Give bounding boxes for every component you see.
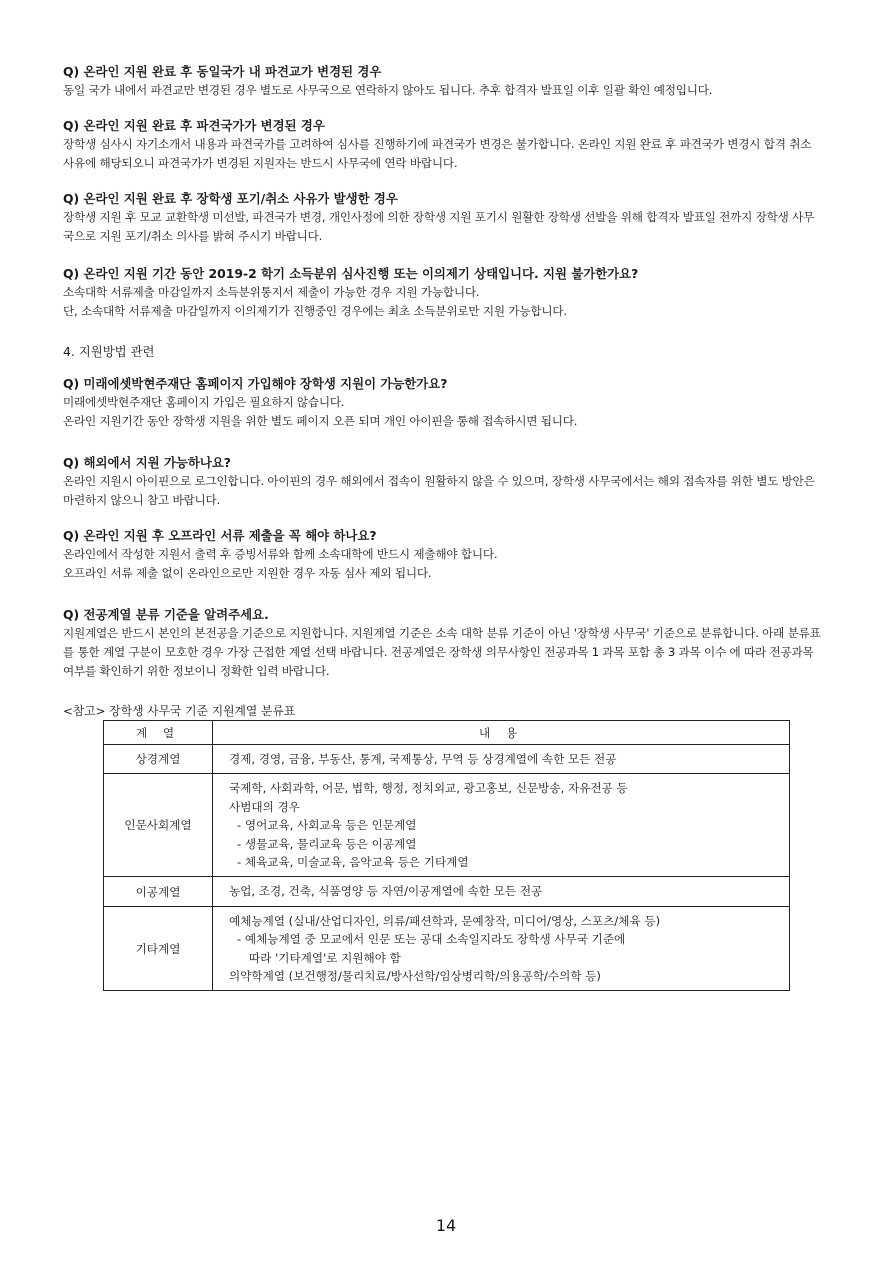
table-row (104, 906, 790, 991)
question-text: Q) 미래에셋박현주재단 홈페이지 가입해야 장학생 지원이 가능한가요? (63, 376, 448, 391)
page-number: 14 (435, 1216, 457, 1235)
table-row (104, 877, 790, 906)
answer-text (63, 81, 823, 100)
content-line: - 예체능계열 중 모교에서 인문 또는 공대 소속일지라도 장학생 사무국 기준에 (237, 932, 626, 947)
classification-table (103, 720, 790, 991)
document-body (63, 62, 823, 991)
answer-line: 단, 소속대학 서류제출 마감일까지 이의제기가 진행중인 경우에는 최초 소득분위로만 지원 가능합니다. (63, 304, 567, 318)
category-cell: 상경계열 (104, 745, 213, 774)
qa-item (63, 264, 823, 321)
question-text: Q) 온라인 지원 기간 동안 2019-2 학기 소득분위 심사진행 또는 이의제기 상태입니다. 지원 불가한가요? (63, 266, 639, 281)
question-text: Q) 해외에서 지원 가능하나요? (63, 455, 231, 470)
content-line: 예체능계열 (실내/산업디자인, 의류/패션학과, 문예창작, 미디어/영상, 스포츠/체육 등) (229, 913, 661, 928)
header-category: 계 열 (104, 721, 213, 745)
qa-item (63, 605, 823, 681)
content-cell (213, 906, 790, 991)
section-title: 4. 지원방법 관련 (63, 344, 155, 359)
answer-line: 지원계열은 반드시 본인의 본전공을 기준으로 지원합니다. 지원계열 기준은 소속 대학 분류 기준이 아닌 '장학생 사무국' 기준으로 분류합니다. 아래 분류표를 통한 계열 구분이 모호한 경우 가장 근접한 계열 선택 바랍니다. 전공계열은 장학생 의무사항인 전공과목 1 과목 포함 총 3 과목 이수 에 따라 전공과목 여부를 확인하기 위한 정보이니 정확한 입력 바랍니다. (63, 626, 821, 678)
content-line: 사범대의 경우 (229, 799, 300, 814)
content-line: 농업, 조경, 건축, 식품영양 등 자연/이공계열에 속한 모든 전공 (229, 884, 543, 899)
answer-text (63, 393, 823, 431)
answer-text (63, 545, 823, 583)
reference-title: <참고> 장학생 사무국 기준 지원계열 분류표 (63, 704, 296, 718)
content-cell (213, 774, 790, 877)
content-cell (213, 877, 790, 906)
question-text: Q) 온라인 지원 후 오프라인 서류 제출을 꼭 해야 하나요? (63, 528, 377, 543)
category-cell: 이공계열 (104, 877, 213, 906)
qa-item (63, 374, 823, 431)
answer-line: 온라인 지원기간 동안 장학생 지원을 위한 별도 페이지 오픈 되며 개인 아이핀을 통해 접속하시면 됩니다. (63, 414, 578, 428)
answer-text (63, 624, 823, 681)
category-cell: 기타계열 (104, 906, 213, 991)
question-text: Q) 온라인 지원 완료 후 장학생 포기/취소 사유가 발생한 경우 (63, 191, 398, 206)
content-line: - 생물교육, 물리교육 등은 이공계열 (237, 836, 417, 851)
qa-item (63, 453, 823, 510)
answer-line: 온라인 지원시 아이핀으로 로그인합니다. 아이핀의 경우 해외에서 접속이 원활하지 않을 수 있으며, 장학생 사무국에서는 해외 접속자를 위한 별도 방안은 마련하지 않으니 참고 바랍니다. (63, 474, 815, 507)
question-text: Q) 온라인 지원 완료 후 파견국가가 변경된 경우 (63, 118, 325, 133)
content-line: - 체육교육, 미술교육, 음악교육 등은 기타계열 (237, 855, 469, 870)
qa-item (63, 189, 823, 246)
answer-line: 미래에셋박현주재단 홈페이지 가입은 필요하지 않습니다. (63, 395, 345, 409)
content-line: - 영어교육, 사회교육 등은 인문계열 (237, 818, 417, 833)
qa-item (63, 62, 823, 100)
qa-list-section (63, 374, 823, 681)
header-content: 내 용 (213, 721, 790, 745)
table-header-row (104, 721, 790, 745)
answer-text (63, 283, 823, 321)
question-text: Q) 전공계열 분류 기준을 알려주세요. (63, 607, 269, 622)
answer-text (63, 135, 823, 173)
content-line: 의약학계열 (보건행정/물리치료/방사선학/임상병리학/의용공학/수의학 등) (229, 969, 601, 984)
answer-line: 소속대학 서류제출 마감일까지 소득분위통지서 제출이 가능한 경우 지원 가능합니다. (63, 285, 480, 299)
answer-text (63, 208, 823, 246)
content-line: 경제, 경영, 금융, 부동산, 통계, 국제통상, 무역 등 상경계열에 속한 모든 전공 (229, 752, 617, 766)
table-row (104, 774, 790, 877)
qa-item (63, 116, 823, 173)
answer-line: 장학생 심사시 자기소개서 내용과 파견국가를 고려하여 심사를 진행하기에 파견국가 변경은 불가합니다. 온라인 지원 완료 후 파견국가 변경시 합격 취소 사유에 해당되오니 파견국가가 변경된 지원자는 반드시 사무국에 연락 바랍니다. (63, 137, 812, 170)
answer-line: 온라인에서 작성한 지원서 출력 후 증빙서류와 함께 소속대학에 반드시 제출해야 합니다. (63, 547, 498, 561)
answer-line: 동일 국가 내에서 파견교만 변경된 경우 별도로 사무국으로 연락하지 않아도 됩니다. 추후 합격자 발표일 이후 일괄 확인 예정입니다. (63, 83, 713, 97)
content-line: 국제학, 사회과학, 어문, 법학, 행정, 정치외교, 광고홍보, 신문방송, 자유전공 등 (229, 781, 628, 796)
answer-line: 오프라인 서류 제출 없이 온라인으로만 지원한 경우 자동 심사 제외 됩니다. (63, 566, 432, 580)
table-row (104, 745, 790, 774)
answer-text (63, 472, 823, 510)
content-line: 따라 '기타계열'로 지원해야 함 (249, 950, 401, 965)
category-cell: 인문사회계열 (104, 774, 213, 877)
qa-item (63, 526, 823, 583)
answer-line: 장학생 지원 후 모교 교환학생 미선발, 파견국가 변경, 개인사정에 의한 장학생 지원 포기시 원활한 장학생 선발을 위해 합격자 발표일 전까지 장학생 사무국으로 지원 포기/취소 의사를 밝혀 주시기 바랍니다. (63, 210, 815, 243)
question-text: Q) 온라인 지원 완료 후 동일국가 내 파견교가 변경된 경우 (63, 64, 382, 79)
qa-list-top (63, 62, 823, 321)
content-cell (213, 745, 790, 774)
